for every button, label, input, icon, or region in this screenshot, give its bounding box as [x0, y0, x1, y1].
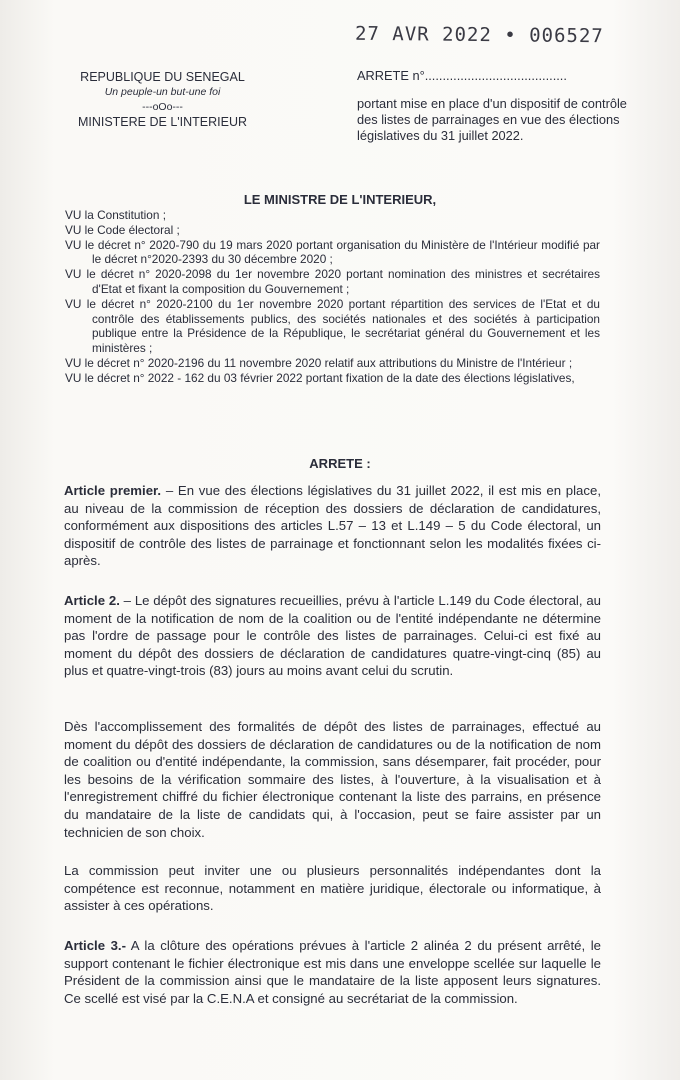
article-3-label: Article 3.-	[64, 938, 126, 953]
vu-item: VU le décret n° 2022 - 162 du 03 février 2022 portant fixation de la date des élections législatives,	[65, 370, 575, 385]
article-2-paragraph-2: Dès l'accomplissement des formalités de dépôt des listes de parrainages, effectué au moment du dépôt des dossiers de déclaration de candidatures ou de la notification de nom de coalition ou d'entité indépendante, la commission, sans désemparer, fait procéder, pour les besoins de la vérification sommaire des listes, à l'ouverture, à la visualisation et à l'enregistrement chiffré du fichier électronique contenant la liste des parrains, en présence du mandataire de la liste de candidats qui, à l'occasion, peut se faire assister par un technicien de son choix.	[64, 719, 601, 840]
article-2	[64, 592, 601, 680]
republic-name: REPUBLIQUE DU SENEGAL	[80, 70, 245, 84]
article-1	[64, 482, 601, 570]
article-2-text: – Le dépôt des signatures recueillies, prévu à l'article L.149 du Code électoral, au moment de la notification de nom de la coalition ou de l'entité indépendante ne détermine pas l'ordre de passage pour le contrôle des listes de parrainages. Celui-ci est fixé au moment du dépôt des dossiers de déclaration de candidatures quatre-vingt-cinq (85) au plus et quatre-vingt-trois (83) jours au moins avant celui du scrutin.	[64, 593, 601, 679]
vu-item: VU le décret n° 2020-2098 du 1er novembre 2020 portant nomination des ministres et secrétaires d'Etat et fixant la composition du Gouvernement ;	[65, 267, 600, 296]
vu-item: VU le décret n° 2020-2100 du 1er novembre 2020 portant répartition des services de l'Etat et du contrôle des établissements publics, des sociétés nationales et des sociétés à participation publique entre la Présidence de la République, le secrétariat général du Gouvernement et les ministères ;	[65, 296, 600, 356]
article-1-text: – En vue des élections législatives du 31 juillet 2022, il est mis en place, au niveau de la commission de réception des dossiers de déclaration de candidatures, conformément aux dispositions des articles L.57 – 13 et L.149 – 5 du Code électoral, un dispositif de contrôle des listes de parrainage et fonctionnant selon les modalités fixées ci-après.	[64, 483, 601, 569]
arrete-number: ARRETE n°........................................	[357, 68, 567, 83]
left-header	[70, 70, 255, 130]
vu-item: VU le décret n° 2020-2196 du 11 novembre 2020 relatif aux attributions du Ministre de l'Intérieur ;	[65, 355, 573, 370]
arrete-title: ARRETE :	[309, 456, 371, 471]
minister-title: LE MINISTRE DE L'INTERIEUR,	[243, 192, 437, 207]
article-1-label: Article premier.	[64, 483, 162, 498]
national-motto: Un peuple-un but-une foi	[104, 86, 221, 98]
vu-item: VU le Code électoral ;	[65, 222, 180, 237]
arrete-subject: portant mise en place d'un dispositif de contrôle des listes de parrainages en vue des élections législatives du 31 juillet 2022.	[357, 96, 627, 143]
article-2-paragraph-3: La commission peut inviter une ou plusieurs personnalités indépendantes dont la compétence est reconnue, notamment en matière juridique, électorale ou informatique, à assister à ces opérations.	[64, 863, 601, 914]
vu-item: VU le décret n° 2020-790 du 19 mars 2020 portant organisation du Ministère de l'Intérieur modifié par le décret n°2020-2393 du 30 décembre 2020 ;	[65, 237, 600, 267]
vu-list	[65, 208, 600, 386]
header-separator: ---oOo---	[142, 101, 183, 113]
article-3	[64, 937, 601, 1007]
right-header	[357, 68, 627, 144]
article-3-text: A la clôture des opérations prévues à l'article 2 alinéa 2 du présent arrêté, le support contenant le fichier électronique est mis dans une enveloppe scellée sur laquelle le Président de la commission ainsi que le mandataire de la liste apposent leurs signatures. Ce scellé est visé par la C.E.N.A et consigné au secrétariat de la commission.	[64, 938, 601, 1006]
article-2-label: Article 2.	[64, 593, 120, 608]
date-stamp: 27 AVR 2022 • 006527	[354, 22, 604, 48]
ministry-name: MINISTERE DE L'INTERIEUR	[77, 115, 248, 129]
vu-item: VU la Constitution ;	[65, 208, 166, 222]
